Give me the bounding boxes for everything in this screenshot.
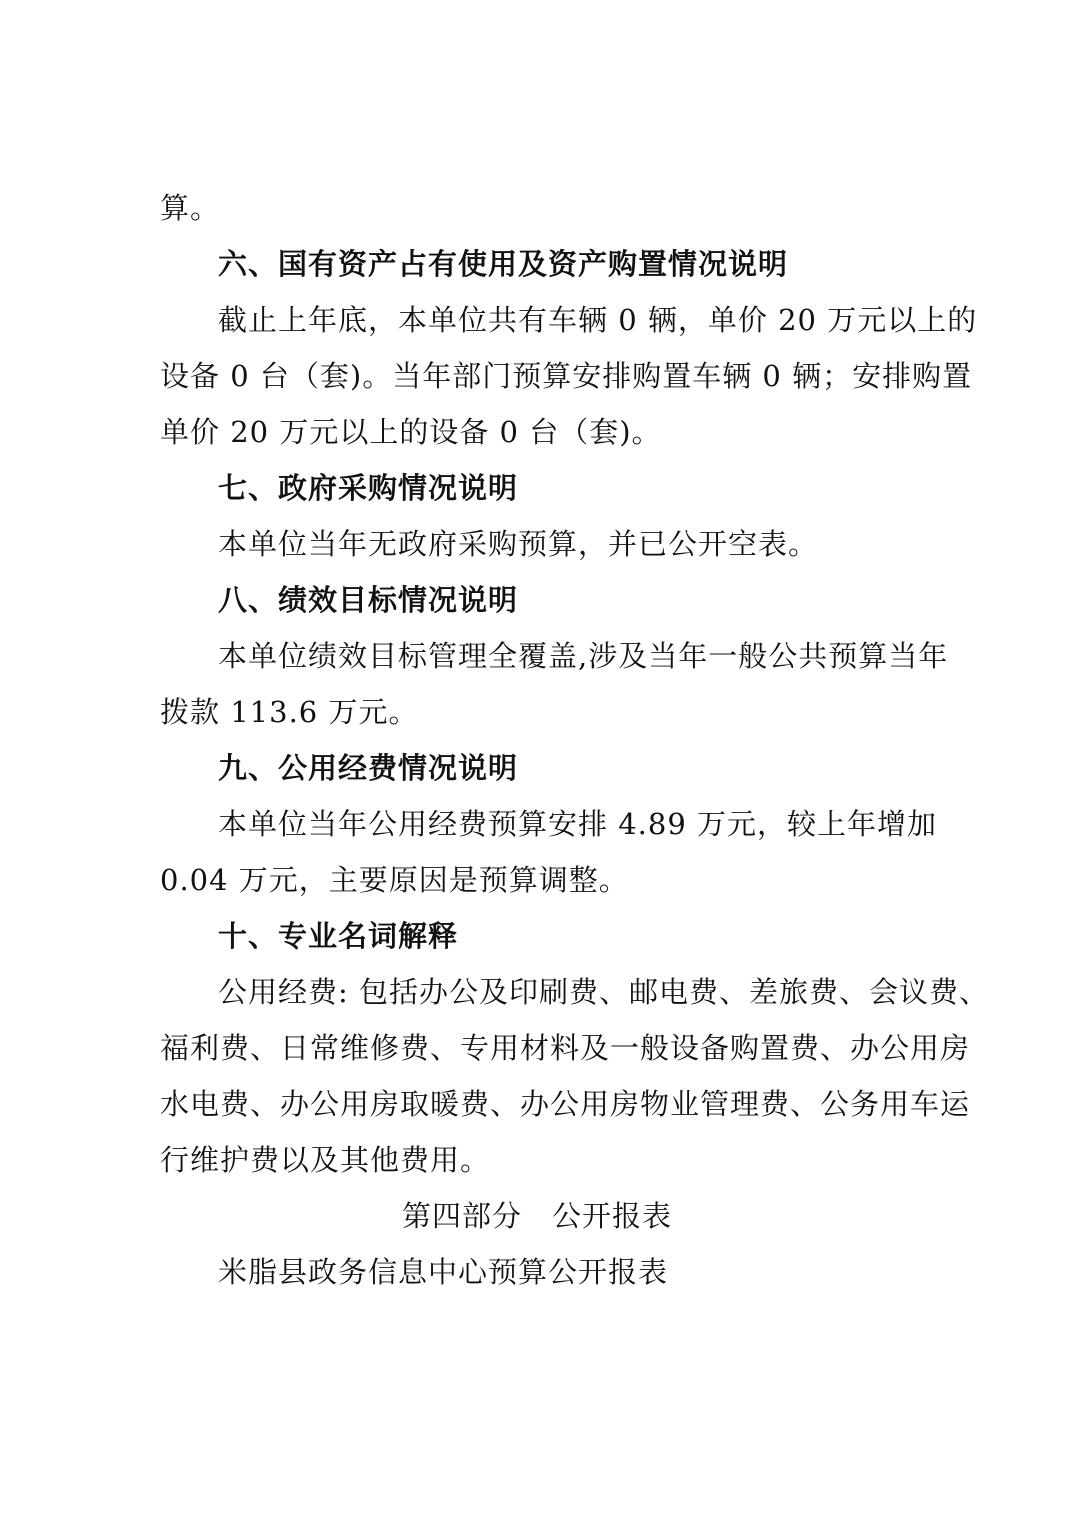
text-line: 设备 0 台（套)。当年部门预算安排购置车辆 0 辆；安排购置 <box>160 359 973 393</box>
text-line: 拨款 113.6 万元。 <box>160 695 419 729</box>
text-line: 福利费、日常维修费、专用材料及一般设备购置费、办公用房 <box>160 1031 971 1065</box>
text-line: 行维护费以及其他费用。 <box>160 1143 491 1177</box>
text-line: 截止上年底，本单位共有车辆 0 辆，单价 20 万元以上的 <box>218 303 978 337</box>
text-line: 0.04 万元，主要原因是预算调整。 <box>160 863 629 897</box>
section-heading-glossary: 十、专业名词解释 <box>218 919 459 953</box>
section-heading-procurement: 七、政府采购情况说明 <box>218 471 519 505</box>
section-heading-assets: 六、国有资产占有使用及资产购置情况说明 <box>218 247 789 281</box>
text-line: 水电费、办公用房取暖费、办公用房物业管理费、公务用车运 <box>160 1087 971 1121</box>
text-line: 本单位当年公用经费预算安排 4.89 万元，较上年增加 <box>218 807 938 841</box>
text-line: 算。 <box>160 191 221 225</box>
part-four-title: 第四部分 公开报表 <box>401 1199 672 1233</box>
text-line: 本单位绩效目标管理全覆盖,涉及当年一般公共预算当年 <box>218 639 949 673</box>
section-heading-performance: 八、绩效目标情况说明 <box>218 583 519 617</box>
report-title: 米脂县政务信息中心预算公开报表 <box>218 1255 669 1289</box>
section-heading-public-expenses: 九、公用经费情况说明 <box>218 751 519 785</box>
text-line: 公用经费: 包括办公及印刷费、邮电费、差旅费、会议费、 <box>218 975 989 1009</box>
text-line: 单价 20 万元以上的设备 0 台（套)。 <box>160 415 662 449</box>
text-line: 本单位当年无政府采购预算，并已公开空表。 <box>218 527 819 561</box>
